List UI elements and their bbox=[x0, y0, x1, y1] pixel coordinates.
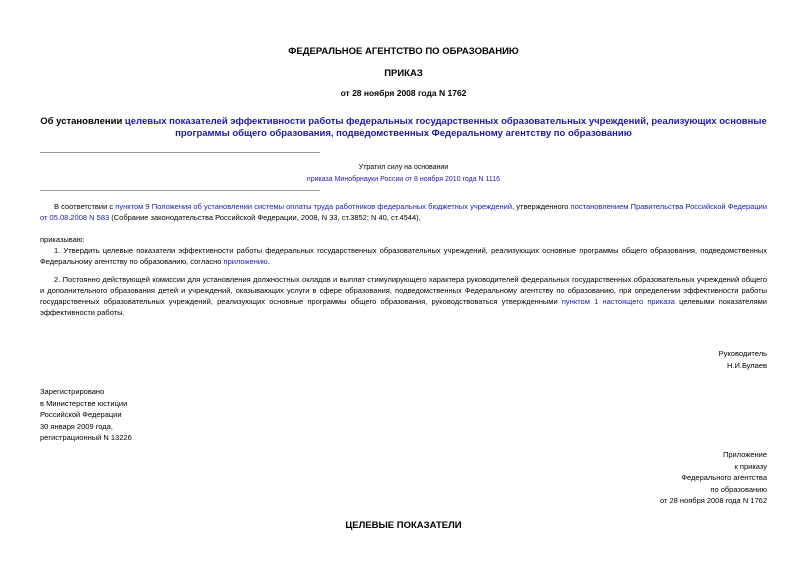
order-heading: ПРИКАЗ bbox=[384, 68, 423, 79]
signature-block bbox=[719, 348, 767, 371]
order-word: приказываю: bbox=[40, 235, 85, 244]
appendix-line-3: Федерального агентства bbox=[681, 473, 767, 482]
appendix-line-5: от 28 ноября 2008 года N 1762 bbox=[659, 496, 767, 505]
agency-heading: ФЕДЕРАЛЬНОЕ АГЕНТСТВО ПО ОБРАЗОВАНИЮ bbox=[288, 46, 519, 57]
item-1-paragraph bbox=[40, 245, 767, 267]
registration-line-4: 30 января 2009 года, bbox=[40, 421, 113, 431]
targets-heading: ЦЕЛЕВЫЕ ПОКАЗАТЕЛИ bbox=[345, 520, 462, 531]
registration-line-3: Российской Федерации bbox=[40, 410, 122, 419]
government-decree-link[interactable]: постановлением Правительства Российской Федерации от 05.08.2008 N 583 bbox=[40, 202, 768, 222]
registration-line-1: Зарегистрировано bbox=[40, 387, 105, 396]
appendix-line-4: по образованию bbox=[710, 484, 767, 494]
preamble-text-3: (Собрание законодательства Российской Федерации, 2008, N 33, ст.3852; N 40, ст.4544), bbox=[109, 213, 421, 222]
registration-line-5: регистрационный N 13226 bbox=[40, 433, 132, 442]
preamble-text-2: , утвержденного bbox=[512, 202, 571, 211]
revocation-link[interactable]: приказа Минобрнауки России от 8 ноября 2010 года N 1116 bbox=[306, 176, 501, 183]
revocation-note: Утратил силу на основании bbox=[358, 164, 449, 171]
item-2-end: целевыми показателями эффективности работы. bbox=[40, 297, 767, 317]
top-divider bbox=[40, 152, 320, 153]
order-date-number: от 28 ноября 2008 года N 1762 bbox=[340, 88, 467, 98]
appendix-line-1: Приложение bbox=[723, 450, 767, 459]
title-link[interactable]: целевых показателей эффективности работы федеральных государственных образовательных учреждений, реализующих основные программы общего образования, подведомственных Федеральному агентству по образованию bbox=[124, 116, 767, 139]
title-prefix: Об установлении bbox=[40, 116, 125, 127]
regulation-link[interactable]: пунктом 9 Положения об установлении системы оплаты труда работников федеральных бюджетных учреждений bbox=[115, 202, 513, 211]
item-1-reference-link[interactable]: пунктом 1 настоящего приказа bbox=[561, 297, 675, 306]
preamble-paragraph bbox=[40, 201, 767, 223]
registration-line-2: в Министерстве юстиции bbox=[40, 398, 128, 408]
appendix-line-2: к приказу bbox=[734, 461, 767, 471]
signature-name: Н.И.Булаев bbox=[726, 360, 767, 370]
bottom-divider bbox=[40, 190, 320, 191]
item-2-text: 2. Постоянно действующей комиссии для установления должностных окладов и выплат стимулирующего характера руководителей федеральных государственных образовательных учреждений общего и дополнительного образования детей и учреждений, оказывающих услуги в сфере образования, подведомственных Федеральному агентству по образованию, при определении эффективности работы государственных образовательных учреждений, реализующих основные программы общего образования, руководствоваться утвержденными bbox=[40, 275, 767, 306]
item-1-end: . bbox=[267, 257, 270, 266]
appendix-link[interactable]: приложению bbox=[223, 257, 268, 266]
document-title bbox=[40, 116, 767, 140]
signature-position: Руководитель bbox=[718, 349, 767, 358]
appendix-block bbox=[660, 449, 767, 507]
item-1-text: 1. Утвердить целевые показатели эффективности работы федеральных государственных образовательных учреждений, реализующих основные программы общего образования, подведомственных Федеральному агентству по образованию, согласно bbox=[40, 246, 767, 266]
registration-block bbox=[40, 386, 132, 444]
item-2-paragraph bbox=[40, 274, 767, 318]
preamble-text-1: В соответствии с bbox=[54, 202, 116, 211]
